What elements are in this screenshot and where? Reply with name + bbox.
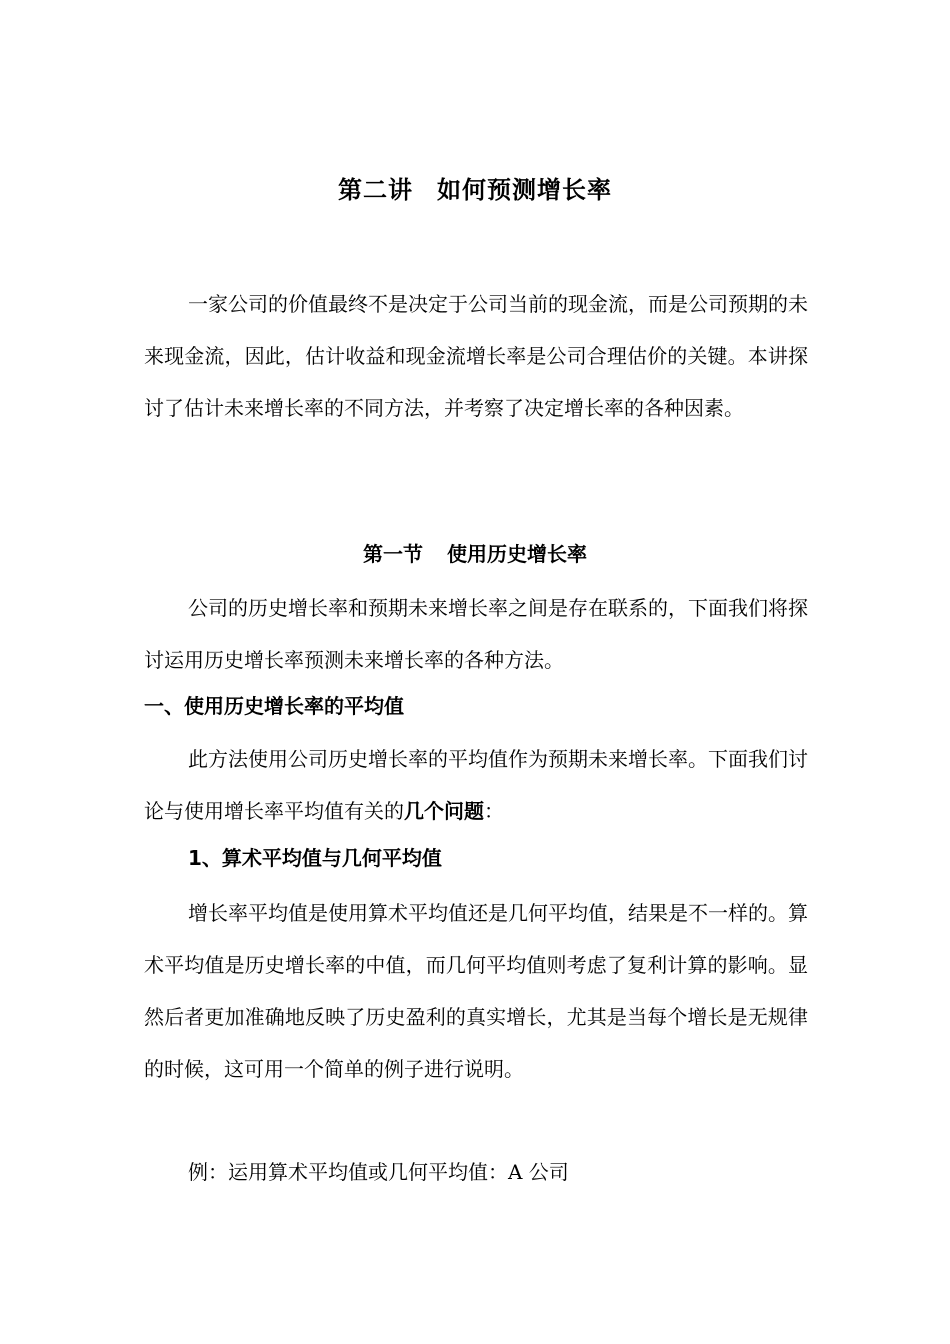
lecture-number: 第二讲 xyxy=(338,176,413,204)
section-topic: 使用历史增长率 xyxy=(447,542,587,566)
subsection-paragraph xyxy=(144,733,808,837)
subsection-heading: 一、使用历史增长率的平均值 xyxy=(144,694,404,718)
example-line: 例：运用算术平均值或几何平均值：A 公司 xyxy=(188,1160,569,1184)
subsection-paragraph-text: 此方法使用公司历史增长率的平均值作为预期未来增长率。下面我们讨论与使用增长率平均值有关的 xyxy=(144,747,808,823)
item-heading: 1、算术平均值与几何平均值 xyxy=(188,846,442,870)
lecture-topic: 如何预测增长率 xyxy=(437,176,612,204)
section-title xyxy=(0,534,950,574)
subsection-paragraph-bold: 几个问题 xyxy=(404,799,484,823)
intro-paragraph: 一家公司的价值最终不是决定于公司当前的现金流，而是公司预期的未来现金流，因此，估计收益和现金流增长率是公司合理估价的关键。本讲探讨了估计未来增长率的不同方法，并考察了决定增长率的各种因素。 xyxy=(144,292,808,420)
lecture-title xyxy=(0,170,950,210)
subsection-paragraph-end: ： xyxy=(484,799,504,823)
section-number: 第一节 xyxy=(363,542,423,566)
section-intro-paragraph: 公司的历史增长率和预期未来增长率之间是存在联系的，下面我们将探讨运用历史增长率预测未来增长率的各种方法。 xyxy=(144,596,808,672)
item-paragraph: 增长率平均值是使用算术平均值还是几何平均值，结果是不一样的。算术平均值是历史增长率的中值，而几何平均值则考虑了复利计算的影响。显然后者更加准确地反映了历史盈利的真实增长，尤其是当每个增长是无规律的时候，这可用一个简单的例子进行说明。 xyxy=(144,901,808,1081)
